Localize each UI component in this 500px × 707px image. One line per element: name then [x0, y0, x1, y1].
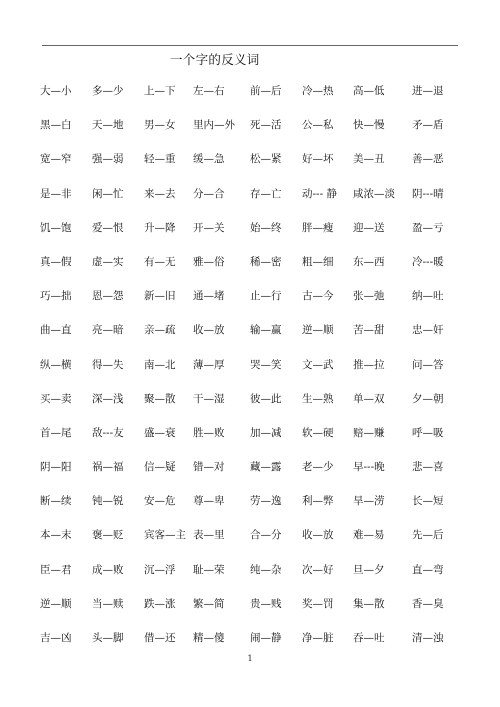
grid-row — [40, 494, 476, 528]
antonym-pair: 断—续 — [40, 495, 72, 508]
antonym-pair: 宽—窄 — [40, 153, 72, 166]
antonym-pair: 文—武 — [302, 358, 334, 371]
antonym-pair: 得—失 — [92, 358, 124, 371]
antonym-pair: 纵—横 — [40, 358, 72, 371]
antonym-pair: 胖—瘦 — [302, 221, 334, 234]
antonym-pair: 输—赢 — [250, 324, 282, 337]
antonym-pair: 奖—罚 — [302, 597, 334, 610]
grid-row — [40, 255, 476, 289]
grid-row — [40, 187, 476, 221]
antonym-pair: 盈—亏 — [412, 221, 444, 234]
antonym-pair: 跌—涨 — [144, 597, 176, 610]
antonym-pair: 藏—露 — [250, 461, 282, 474]
antonym-pair: 动--- 静 — [302, 187, 337, 200]
antonym-pair: 收—放 — [193, 324, 225, 337]
antonym-pair: 公—私 — [302, 119, 334, 132]
antonym-pair: 悲—喜 — [412, 461, 444, 474]
antonym-pair: 沉—浮 — [144, 563, 176, 576]
antonym-pair: 吉—凶 — [40, 632, 72, 644]
antonym-pair: 干—湿 — [193, 392, 225, 405]
antonym-pair: 利—弊 — [302, 495, 334, 508]
antonym-pair: 男—女 — [144, 119, 176, 132]
antonym-pair: 长—短 — [412, 495, 444, 508]
page-number: 1 — [247, 654, 253, 663]
antonym-pair: 聚—散 — [144, 392, 176, 405]
grid-row — [40, 392, 476, 426]
antonym-pair: 吞—吐 — [353, 632, 385, 644]
grid-row — [40, 289, 476, 323]
antonym-pair: 亮—暗 — [92, 324, 124, 337]
antonym-pair: 曲—直 — [40, 324, 72, 337]
antonym-pair: 进—退 — [412, 85, 444, 97]
antonym-pair: 爱—恨 — [92, 221, 124, 234]
antonym-pair: 冷—热 — [302, 85, 334, 97]
antonym-pair: 胜—败 — [193, 426, 225, 439]
antonym-pair: 善—恶 — [412, 153, 444, 166]
antonym-pair: 净—脏 — [302, 632, 334, 644]
antonym-pair: 推—拉 — [353, 358, 385, 371]
antonym-pair: 彼—此 — [250, 392, 282, 405]
antonym-pair: 借—还 — [144, 632, 176, 644]
antonym-pair: 逆—顺 — [302, 324, 334, 337]
antonym-pair: 头—脚 — [92, 632, 124, 644]
antonym-pair: 开—关 — [193, 221, 225, 234]
antonym-pair: 有—无 — [144, 255, 176, 268]
antonym-pair: 来—去 — [144, 187, 176, 200]
antonym-pair: 通—堵 — [193, 290, 225, 303]
antonym-pair: 冷---暖 — [412, 255, 444, 268]
antonym-pair: 迎—送 — [353, 221, 385, 234]
antonym-pair: 张—弛 — [353, 290, 385, 303]
antonym-pair: 难—易 — [353, 529, 385, 542]
antonym-pair: 古—今 — [302, 290, 334, 303]
antonym-pair: 耻—荣 — [193, 563, 225, 576]
antonym-pair: 信—疑 — [144, 461, 176, 474]
antonym-pair: 钝—锐 — [92, 495, 124, 508]
antonym-pair: 真—假 — [40, 255, 72, 268]
grid-row — [40, 358, 476, 392]
antonym-pair: 安—危 — [144, 495, 176, 508]
antonym-pair: 虚—实 — [92, 255, 124, 268]
antonym-pair: 快—慢 — [353, 119, 385, 132]
antonym-pair: 闲—忙 — [92, 187, 124, 200]
antonym-pair: 贵—贱 — [250, 597, 282, 610]
antonym-pair: 始—终 — [250, 221, 282, 234]
antonym-pair: 薄—厚 — [193, 358, 225, 371]
antonym-pair: 次—好 — [302, 563, 334, 576]
antonym-pair: 深—浅 — [92, 392, 124, 405]
antonym-pair: 恩—怨 — [92, 290, 124, 303]
antonym-pair: 劳—逸 — [250, 495, 282, 508]
grid-row — [40, 563, 476, 597]
antonym-pair: 死—活 — [250, 119, 282, 132]
grid-row — [40, 118, 476, 152]
antonym-pair: 轻—重 — [144, 153, 176, 166]
antonym-pair: 忠—奸 — [412, 324, 444, 337]
antonym-pair: 老—少 — [302, 461, 334, 474]
grid-row — [40, 460, 476, 494]
antonym-pair: 错—对 — [193, 461, 225, 474]
antonym-pair: 软—硬 — [302, 426, 334, 439]
antonym-pair: 高—低 — [353, 85, 385, 97]
antonym-pair: 多—少 — [92, 85, 124, 97]
antonym-pair: 好—坏 — [302, 153, 334, 166]
antonym-pair: 呼—吸 — [412, 426, 444, 439]
antonym-pair: 左—右 — [193, 85, 225, 97]
antonym-pair: 香—臭 — [412, 597, 444, 610]
antonym-pair: 升—降 — [144, 221, 176, 234]
antonym-pair: 松—紧 — [250, 153, 282, 166]
antonym-pair: 褒—贬 — [92, 529, 124, 542]
antonym-pair: 单—双 — [353, 392, 385, 405]
antonym-pair: 敌---友 — [92, 426, 124, 439]
antonym-pair: 表—里 — [193, 529, 225, 542]
grid-row — [40, 597, 476, 631]
antonym-pair: 成—败 — [92, 563, 124, 576]
antonym-pair: 苦—甜 — [353, 324, 385, 337]
document-title: 一个字的反义词 — [170, 52, 260, 67]
antonym-pair: 阴---晴 — [412, 187, 444, 200]
antonym-pair: 臣—君 — [40, 563, 72, 576]
antonym-pair: 雅—俗 — [193, 255, 225, 268]
antonym-pair: 闹—静 — [250, 632, 282, 644]
antonym-pair: 先—后 — [412, 529, 444, 542]
antonym-grid — [40, 84, 476, 665]
antonym-pair: 生—熟 — [302, 392, 334, 405]
antonym-pair: 祸—福 — [92, 461, 124, 474]
grid-row — [40, 84, 476, 118]
antonym-pair: 旱—涝 — [353, 495, 385, 508]
antonym-pair: 是—非 — [40, 187, 72, 200]
antonym-pair: 止—行 — [250, 290, 282, 303]
antonym-pair: 巧—拙 — [40, 290, 72, 303]
grid-row — [40, 221, 476, 255]
antonym-pair: 前—后 — [250, 85, 282, 97]
antonym-pair: 纳—吐 — [412, 290, 444, 303]
antonym-pair: 大—小 — [40, 85, 72, 97]
antonym-pair: 天—地 — [92, 119, 124, 132]
grid-row — [40, 323, 476, 357]
antonym-pair: 繁—简 — [193, 597, 225, 610]
antonym-pair: 清—浊 — [412, 632, 444, 644]
antonym-pair: 盛—衰 — [144, 426, 176, 439]
antonym-pair: 东—西 — [353, 255, 385, 268]
grid-row — [40, 152, 476, 186]
antonym-pair: 矛—盾 — [412, 119, 444, 132]
antonym-pair: 早---晚 — [353, 461, 385, 474]
antonym-pair: 强—弱 — [92, 153, 124, 166]
antonym-pair: 买—卖 — [40, 392, 72, 405]
antonym-pair: 上—下 — [144, 85, 176, 97]
antonym-pair: 精—傻 — [193, 632, 225, 644]
antonym-pair: 问—答 — [412, 358, 444, 371]
antonym-pair: 饥—饱 — [40, 221, 72, 234]
antonym-pair: 粗—细 — [302, 255, 334, 268]
antonym-pair: 黑—白 — [40, 119, 72, 132]
grid-row — [40, 528, 476, 562]
antonym-pair: 首—尾 — [40, 426, 72, 439]
antonym-pair: 亲—疏 — [144, 324, 176, 337]
antonym-pair: 夕—朝 — [412, 392, 444, 405]
antonym-pair: 逆—顺 — [40, 597, 72, 610]
antonym-pair: 宾客—主 — [144, 529, 186, 542]
grid-row — [40, 426, 476, 460]
antonym-pair: 里内—外 — [193, 119, 235, 132]
antonym-pair: 直—弯 — [412, 563, 444, 576]
antonym-pair: 本—末 — [40, 529, 72, 542]
antonym-pair: 收—放 — [302, 529, 334, 542]
antonym-pair: 当—赎 — [92, 597, 124, 610]
antonym-pair: 纯—杂 — [250, 563, 282, 576]
antonym-pair: 集—散 — [353, 597, 385, 610]
antonym-pair: 存—亡 — [250, 187, 282, 200]
antonym-pair: 稀—密 — [250, 255, 282, 268]
antonym-pair: 南—北 — [144, 358, 176, 371]
antonym-pair: 新—旧 — [144, 290, 176, 303]
antonym-pair: 咸浓—淡 — [353, 187, 395, 200]
antonym-pair: 旦—夕 — [353, 563, 385, 576]
antonym-pair: 缓—急 — [193, 153, 225, 166]
antonym-pair: 尊—卑 — [193, 495, 225, 508]
antonym-pair: 阴—阳 — [40, 461, 72, 474]
antonym-pair: 加—减 — [250, 426, 282, 439]
antonym-pair: 哭—笑 — [250, 358, 282, 371]
antonym-pair: 美—丑 — [353, 153, 385, 166]
header-rule — [42, 45, 458, 46]
antonym-pair: 合—分 — [250, 529, 282, 542]
antonym-pair: 赔—赚 — [353, 426, 385, 439]
antonym-pair: 分—合 — [193, 187, 225, 200]
